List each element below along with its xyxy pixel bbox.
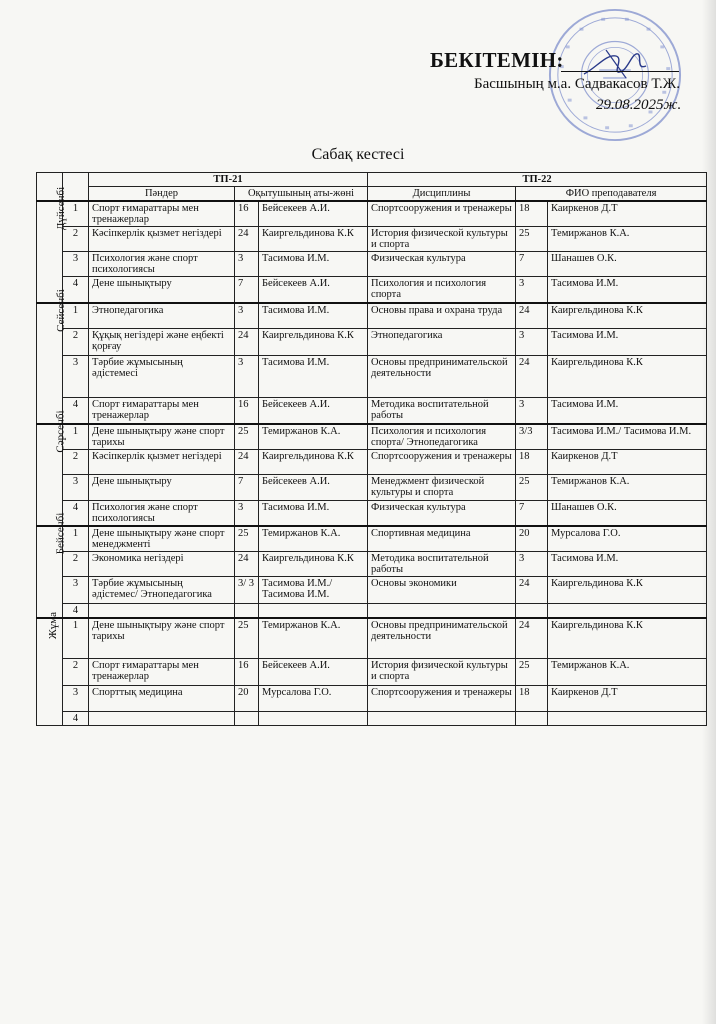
lesson-number: 4 <box>63 604 89 619</box>
lesson-number: 3 <box>63 252 89 277</box>
tp21-room: 3 <box>235 500 259 526</box>
schedule-table <box>36 172 707 726</box>
tp22-subject: Спортивная медицина <box>368 526 516 552</box>
tp22-subject: Менеджмент физической культуры и спорта <box>368 474 516 500</box>
tp21-room: 24 <box>235 552 259 577</box>
tp21-subject <box>89 711 235 725</box>
lesson-number: 1 <box>63 201 89 227</box>
group-tp22-header: ТП-22 <box>368 173 707 187</box>
tp22-room: 25 <box>516 658 548 685</box>
tp21-teacher: Темиржанов К.А. <box>259 618 368 658</box>
col-kz-subject: Пәндер <box>89 187 235 202</box>
lesson-row <box>37 474 707 500</box>
group-tp21-header: ТП-21 <box>89 173 368 187</box>
tp21-room: 25 <box>235 526 259 552</box>
tp22-subject <box>368 711 516 725</box>
tp22-teacher: Каиргельдинова К.К <box>548 618 707 658</box>
day-label: Дүйсенбі <box>55 186 68 231</box>
tp21-room: 3/ 3 <box>235 577 259 604</box>
lesson-number: 1 <box>63 424 89 450</box>
tp21-subject: Экономика негіздері <box>89 552 235 577</box>
tp22-teacher: Тасимова И.М. <box>548 329 707 356</box>
lesson-number: 2 <box>63 449 89 474</box>
tp21-room: 16 <box>235 398 259 424</box>
tp22-subject: Спортсооружения и тренажеры <box>368 685 516 711</box>
lesson-row <box>37 604 707 619</box>
day-label: Сәрсенбі <box>54 409 67 453</box>
tp22-teacher: Каиргельдинова К.К <box>548 303 707 329</box>
tp21-teacher: Темиржанов К.А. <box>259 424 368 450</box>
tp21-subject: Спорттық медицина <box>89 685 235 711</box>
tp22-subject: Спортсооружения и тренажеры <box>368 449 516 474</box>
tp22-room: 25 <box>516 474 548 500</box>
tp22-teacher: Каиркенов Д.Т <box>548 685 707 711</box>
tp22-subject: Физическая культура <box>368 500 516 526</box>
tp21-subject: Дене шынықтыру <box>89 277 235 303</box>
lesson-row <box>37 658 707 685</box>
approval-date: 29.08.2025ж. <box>596 97 682 113</box>
lesson-row <box>37 201 707 227</box>
tp22-teacher: Тасимова И.М./ Тасимова И.М. <box>548 424 707 450</box>
tp22-teacher: Каиркенов Д.Т <box>548 201 707 227</box>
tp21-subject: Дене шынықтыру және спорт тарихы <box>89 424 235 450</box>
tp22-subject: Спортсооружения и тренажеры <box>368 201 516 227</box>
day-label: Сейсенбі <box>54 288 67 332</box>
tp21-teacher: Каиргельдинова К.К <box>259 329 368 356</box>
lesson-row <box>37 303 707 329</box>
tp21-teacher: Бейсекеев А.И. <box>259 201 368 227</box>
tp21-teacher: Бейсекеев А.И. <box>259 398 368 424</box>
tp22-subject: Методика воспитательной работы <box>368 398 516 424</box>
tp22-teacher: Темиржанов К.А. <box>548 227 707 252</box>
day-cell <box>37 409 67 526</box>
tp21-teacher: Темиржанов К.А. <box>259 526 368 552</box>
lesson-number: 1 <box>63 303 89 329</box>
tp22-subject: Физическая культура <box>368 252 516 277</box>
tp21-teacher: Каиргельдинова К.К <box>259 227 368 252</box>
col-ru-subject: Дисциплины <box>368 187 516 202</box>
lesson-row <box>37 277 707 303</box>
day-label: Бейсенбі <box>54 512 67 554</box>
tp22-room: 24 <box>516 356 548 398</box>
tp22-teacher: Каиргельдинова К.К <box>548 577 707 604</box>
tp22-room <box>516 604 548 619</box>
tp22-teacher: Мурсалова Г.О. <box>548 526 707 552</box>
tp21-teacher: Тасимова И.М./ Тасимова И.М. <box>259 577 368 604</box>
tp22-room: 24 <box>516 303 548 329</box>
tp21-subject: Тәрбие жұмысының әдістемесі <box>89 356 235 398</box>
lesson-row <box>37 577 707 604</box>
tp22-subject: Основы предпринимательской деятельности <box>368 356 516 398</box>
tp22-teacher: Темиржанов К.А. <box>548 474 707 500</box>
tp22-subject: Этнопедагогика <box>368 329 516 356</box>
tp22-room: 24 <box>516 577 548 604</box>
tp21-teacher <box>259 711 368 725</box>
tp21-subject: Кәсіпкерлік қызмет негіздері <box>89 227 235 252</box>
lesson-number: 4 <box>63 398 89 424</box>
tp22-teacher <box>548 711 707 725</box>
day-cell <box>37 186 68 303</box>
lesson-row <box>37 356 707 398</box>
tp22-teacher: Тасимова И.М. <box>548 398 707 424</box>
lesson-row <box>37 329 707 356</box>
tp22-room: 25 <box>516 227 548 252</box>
tp21-room: 20 <box>235 685 259 711</box>
tp22-teacher: Шанашев О.К. <box>548 252 707 277</box>
tp21-teacher <box>259 604 368 619</box>
lesson-row <box>37 449 707 474</box>
tp22-room: 3/3 <box>516 424 548 450</box>
tp22-room: 18 <box>516 201 548 227</box>
lesson-number: 3 <box>63 356 89 398</box>
tp21-room: 24 <box>235 449 259 474</box>
column-header-row <box>37 187 707 202</box>
tp22-room: 18 <box>516 685 548 711</box>
tp21-subject: Дене шынықтыру <box>89 474 235 500</box>
tp21-room: 24 <box>235 329 259 356</box>
tp22-room: 18 <box>516 449 548 474</box>
tp21-subject: Тәрбие жұмысының әдістемес/ Этнопедагогика <box>89 577 235 604</box>
day-cell <box>37 611 63 725</box>
lesson-row <box>37 685 707 711</box>
tp21-teacher: Тасимова И.М. <box>259 303 368 329</box>
col-ru-teacher: ФИО преподавателя <box>516 187 707 202</box>
lesson-number: 1 <box>63 618 89 658</box>
lesson-row <box>37 618 707 658</box>
tp22-teacher: Шанашев О.К. <box>548 500 707 526</box>
tp21-teacher: Тасимова И.М. <box>259 356 368 398</box>
document-title: Сабақ кестесі <box>311 146 405 163</box>
group-header-row <box>37 173 707 187</box>
lesson-row <box>37 552 707 577</box>
col-kz-teacher: Оқытушының аты-жөні <box>235 187 368 202</box>
lesson-row <box>37 398 707 424</box>
tp22-subject: История физической культуры и спорта <box>368 227 516 252</box>
tp21-subject: Психология және спорт психологиясы <box>89 500 235 526</box>
tp21-teacher: Каиргельдинова К.К <box>259 449 368 474</box>
day-cell <box>37 288 67 424</box>
tp22-teacher: Каиргельдинова К.К <box>548 356 707 398</box>
approver-name: Басшының м.а. Садвакасов Т.Ж. <box>474 76 680 92</box>
tp22-subject: Основы предпринимательской деятельности <box>368 618 516 658</box>
tp22-subject: История физической культуры и спорта <box>368 658 516 685</box>
tp21-subject: Спорт ғимараттары мен тренажерлар <box>89 398 235 424</box>
lesson-number: 4 <box>63 711 89 725</box>
day-cell <box>37 512 67 619</box>
tp21-subject: Кәсіпкерлік қызмет негіздері <box>89 449 235 474</box>
lesson-number: 2 <box>63 658 89 685</box>
tp21-room <box>235 711 259 725</box>
lesson-row <box>37 252 707 277</box>
day-label: Жұма <box>47 611 60 640</box>
tp22-subject: Основы экономики <box>368 577 516 604</box>
tp21-teacher: Бейсекеев А.И. <box>259 474 368 500</box>
lesson-number: 4 <box>63 277 89 303</box>
tp22-subject: Психология и психология спорта <box>368 277 516 303</box>
tp21-subject: Психология және спорт психологиясы <box>89 252 235 277</box>
tp21-subject: Этнопедагогика <box>89 303 235 329</box>
lesson-number: 1 <box>63 526 89 552</box>
tp21-subject: Құқық негіздері және еңбекті қорғау <box>89 329 235 356</box>
tp22-room: 7 <box>516 500 548 526</box>
lesson-number: 3 <box>63 577 89 604</box>
tp21-subject: Спорт ғимараттары мен тренажерлар <box>89 658 235 685</box>
tp21-room: 7 <box>235 474 259 500</box>
tp21-room: 16 <box>235 201 259 227</box>
tp21-subject: Дене шынықтыру және спорт менеджменті <box>89 526 235 552</box>
tp22-teacher: Тасимова И.М. <box>548 277 707 303</box>
tp21-room: 24 <box>235 227 259 252</box>
signature-line <box>561 71 679 72</box>
tp21-teacher: Тасимова И.М. <box>259 252 368 277</box>
tp21-teacher: Тасимова И.М. <box>259 500 368 526</box>
tp22-teacher <box>548 604 707 619</box>
tp22-teacher: Тасимова И.М. <box>548 552 707 577</box>
tp21-teacher: Бейсекеев А.И. <box>259 277 368 303</box>
tp21-teacher: Бейсекеев А.И. <box>259 658 368 685</box>
lesson-row <box>37 711 707 725</box>
tp21-room: 25 <box>235 424 259 450</box>
tp21-subject: Спорт ғимараттары мен тренажерлар <box>89 201 235 227</box>
tp22-subject: Основы права и охрана труда <box>368 303 516 329</box>
tp22-teacher: Каиркенов Д.Т <box>548 449 707 474</box>
tp22-room: 7 <box>516 252 548 277</box>
lesson-row <box>37 526 707 552</box>
tp22-room: 3 <box>516 398 548 424</box>
tp21-teacher: Каиргельдинова К.К <box>259 552 368 577</box>
lesson-row <box>37 424 707 450</box>
lesson-number: 2 <box>63 552 89 577</box>
tp22-teacher: Темиржанов К.А. <box>548 658 707 685</box>
tp22-subject <box>368 604 516 619</box>
tp21-room: 3 <box>235 356 259 398</box>
tp21-subject <box>89 604 235 619</box>
tp21-subject: Дене шынықтыру және спорт тарихы <box>89 618 235 658</box>
tp22-room: 20 <box>516 526 548 552</box>
lesson-row <box>37 227 707 252</box>
tp21-room <box>235 604 259 619</box>
tp21-room: 25 <box>235 618 259 658</box>
tp22-room: 3 <box>516 329 548 356</box>
tp21-room: 16 <box>235 658 259 685</box>
tp21-room: 7 <box>235 277 259 303</box>
approval-heading: БЕКІТЕМІН: <box>430 48 564 72</box>
tp21-teacher: Мурсалова Г.О. <box>259 685 368 711</box>
lesson-number: 3 <box>63 474 89 500</box>
tp22-subject: Психология и психология спорта/ Этнопедагогика <box>368 424 516 450</box>
lesson-number: 2 <box>63 227 89 252</box>
tp22-room <box>516 711 548 725</box>
lesson-number: 2 <box>63 329 89 356</box>
tp22-room: 3 <box>516 552 548 577</box>
tp21-room: 3 <box>235 303 259 329</box>
lesson-number: 3 <box>63 685 89 711</box>
tp22-subject: Методика воспитательной работы <box>368 552 516 577</box>
lesson-row <box>37 500 707 526</box>
tp21-room: 3 <box>235 252 259 277</box>
tp22-room: 3 <box>516 277 548 303</box>
lesson-number: 4 <box>63 500 89 526</box>
tp22-room: 24 <box>516 618 548 658</box>
